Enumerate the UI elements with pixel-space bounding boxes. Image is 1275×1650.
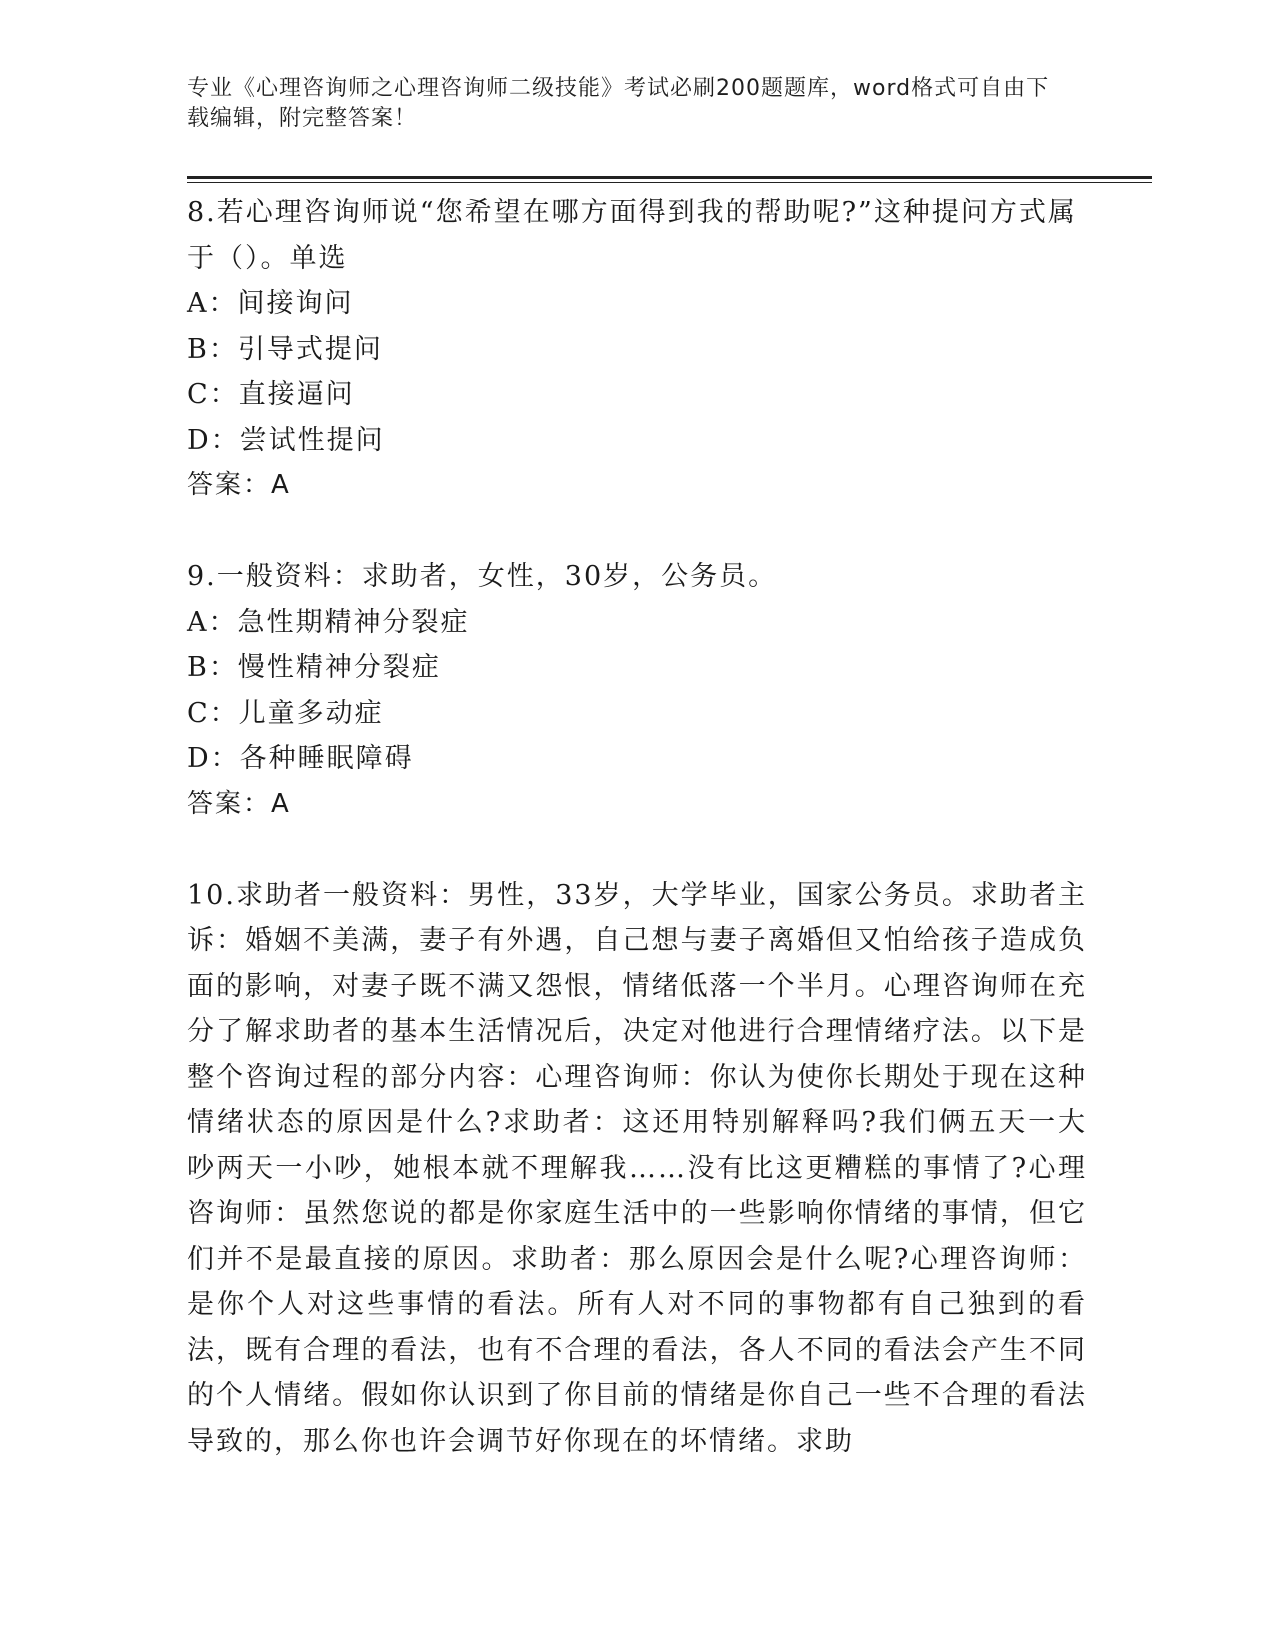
option-a: A：急性期精神分裂症 [187,606,470,638]
question-10 [187,873,1087,1465]
question-spacer [187,827,1087,873]
question-stem: 10.求助者一般资料：男性，33岁，大学毕业，国家公务员。求助者主诉：婚姻不美满，妻子有外遇，自己想与妻子离婚但又怕给孩子造成负面的影响，对妻子既不满又怨恨，情绪低落一个半月。心理咨询师在充分了解求助者的基本生活情况后，决定对他进行合理情绪疗法。以下是整个咨询过程的部分内容：心理咨询师：你认为使你长期处于现在这种情绪状态的原因是什么?求助者：这还用特别解释吗?我们俩五天一大吵两天一小吵，她根本就不理解我……没有比这更糟糕的事情了?心理咨询师：虽然您说的都是你家庭生活中的一些影响你情绪的事情，但它们并不是最直接的原因。求助者：那么原因会是什么呢?心理咨询师：是你个人对这些事情的看法。所有人对不同的事物都有自己独到的看法，既有合理的看法，也有不合理的看法，各人不同的看法会产生不同的个人情绪。假如你认识到了你目前的情绪是你自己一些不合理的看法导致的，那么你也许会调节好你现在的坏情绪。求助 [187,879,1087,1457]
option-d: D：尝试性提问 [187,424,385,456]
option-c: C：儿童多动症 [187,697,384,729]
question-8 [187,190,1087,509]
option-b: B：引导式提问 [187,333,383,365]
option-b: B：慢性精神分裂症 [187,652,441,683]
question-stem: 8.若心理咨询师说“您希望在哪方面得到我的帮助呢?”这种提问方式属于（）。单选 [187,197,1077,274]
answer-text: 答案：A [187,470,291,500]
question-stem: 9.一般资料：求助者，女性，30岁，公务员。 [187,561,778,592]
option-d: D：各种睡眠障碍 [187,743,414,774]
header-intro-text: 专业《心理咨询师之心理咨询师二级技能》考试必刷200题题库，word格式可自由下载编辑，附完整答案！ [187,76,1050,131]
question-9 [187,554,1087,827]
option-c: C：直接逼问 [187,379,355,410]
document-header [187,74,1067,134]
answer-text: 答案：A [187,788,291,819]
question-spacer [187,509,1087,555]
header-divider-thin [187,182,1152,183]
header-divider-thick [187,176,1152,179]
question-list [187,190,1087,1464]
option-a: A：间接询问 [187,288,354,319]
